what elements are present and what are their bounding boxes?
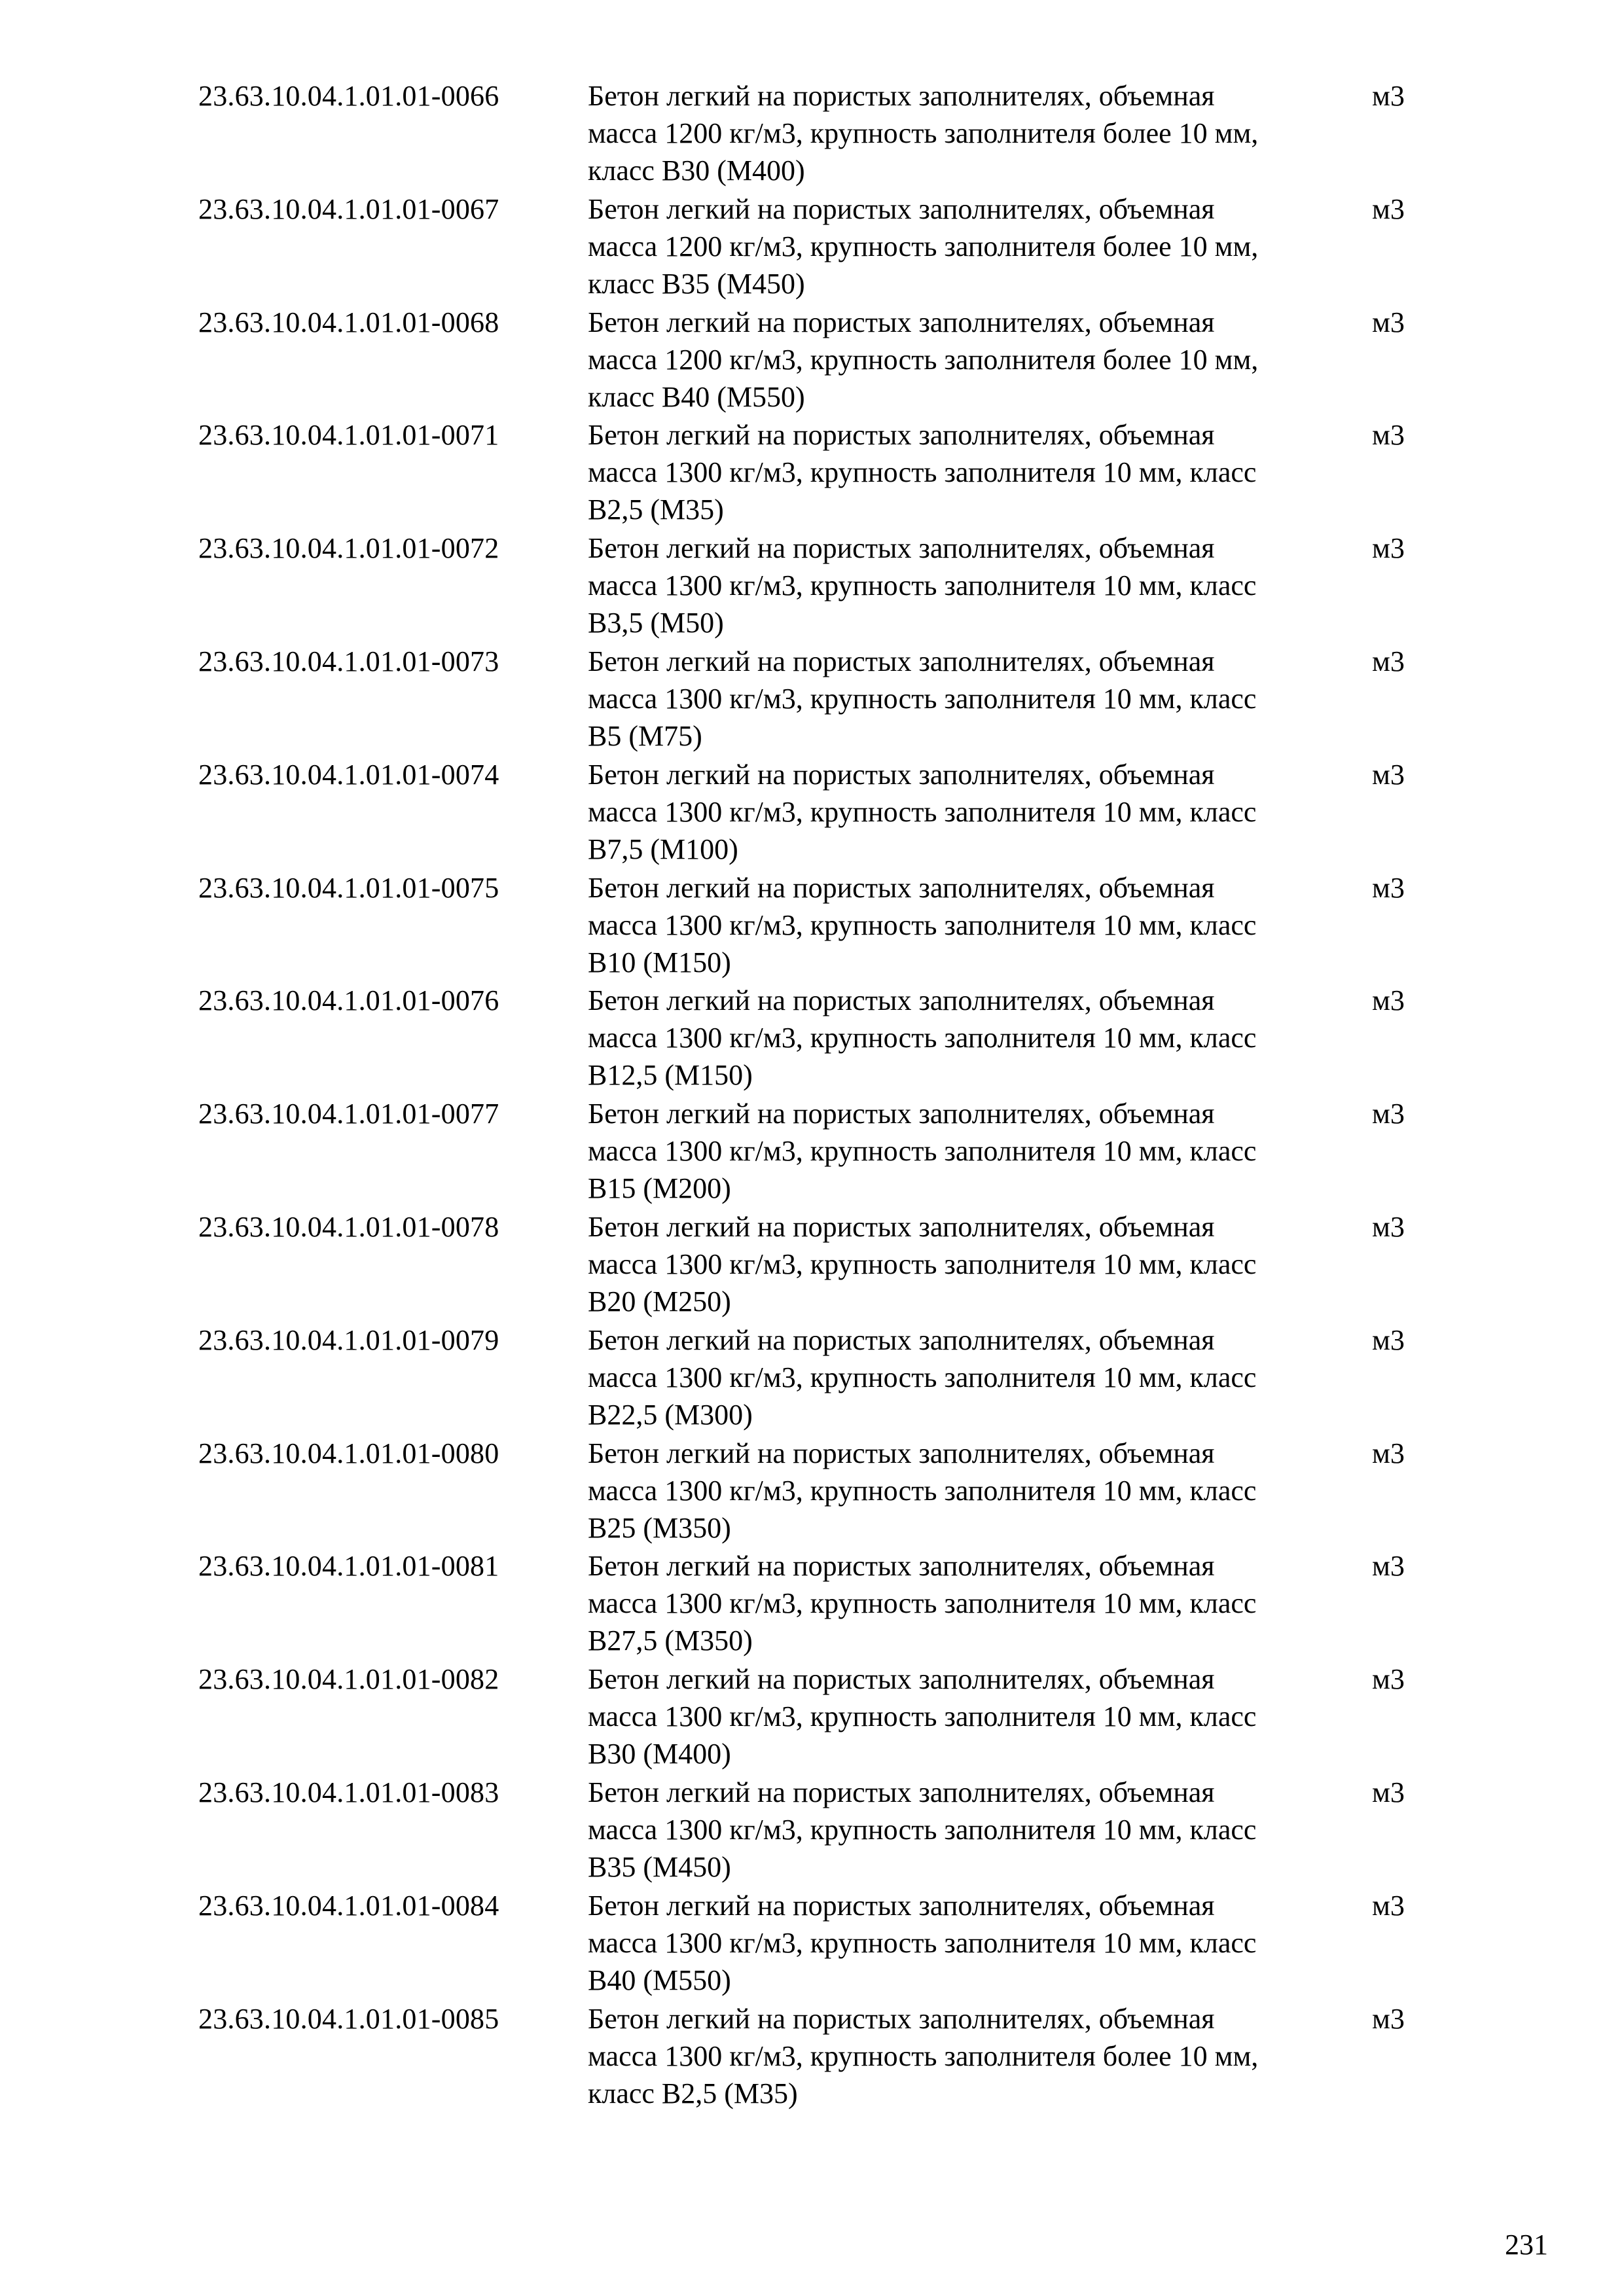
resource-description (588, 982, 1257, 1094)
description-line: Бетон легкий на пористых заполнителях, объемная (588, 1437, 1215, 1469)
description-line: В12,5 (М150) (588, 1059, 753, 1092)
description-line: масса 1200 кг/м3, крупность заполнителя более 10 мм, (588, 230, 1259, 262)
resource-code: 23.63.10.04.1.01.01-0077 (198, 1098, 499, 1130)
description-line: Бетон легкий на пористых заполнителях, объемная (588, 1550, 1215, 1583)
resource-description (588, 1887, 1257, 1999)
resource-code: 23.63.10.04.1.01.01-0079 (198, 1323, 499, 1356)
resource-code: 23.63.10.04.1.01.01-0083 (198, 1776, 499, 1808)
description-line: В27,5 (М350) (588, 1624, 753, 1657)
resource-code: 23.63.10.04.1.01.01-0074 (198, 758, 499, 791)
unit-of-measure: м3 (1372, 80, 1405, 112)
unit-of-measure: м3 (1372, 1889, 1405, 1922)
resource-code: 23.63.10.04.1.01.01-0073 (198, 645, 499, 677)
resource-code: 23.63.10.04.1.01.01-0075 (198, 871, 499, 904)
description-line: Бетон легкий на пористых заполнителях, объемная (588, 1663, 1215, 1696)
description-line: масса 1300 кг/м3, крупность заполнителя 10 мм, класс (588, 1022, 1257, 1054)
resource-description (588, 416, 1257, 528)
description-line: масса 1300 кг/м3, крупность заполнителя 10 мм, класс (588, 1587, 1257, 1620)
catalog-row (198, 982, 1442, 1095)
resource-code: 23.63.10.04.1.01.01-0081 (198, 1550, 499, 1583)
description-line: масса 1300 кг/м3, крупность заполнителя 10 мм, класс (588, 1361, 1257, 1393)
catalog-row (198, 529, 1442, 643)
resource-code: 23.63.10.04.1.01.01-0071 (198, 419, 499, 452)
resource-description (588, 1095, 1257, 1207)
description-line: класс В2,5 (М35) (588, 2077, 798, 2109)
description-line: класс В35 (М450) (588, 267, 805, 300)
description-line: масса 1300 кг/м3, крупность заполнителя 10 мм, класс (588, 1813, 1257, 1846)
resource-code: 23.63.10.04.1.01.01-0082 (198, 1663, 499, 1696)
unit-of-measure: м3 (1372, 306, 1405, 338)
resource-code: 23.63.10.04.1.01.01-0072 (198, 532, 499, 565)
description-line: Бетон легкий на пористых заполнителях, объемная (588, 419, 1215, 452)
unit-of-measure: м3 (1372, 192, 1405, 225)
resource-catalog (198, 77, 1442, 2113)
resource-description (588, 869, 1257, 981)
description-line: класс В30 (М400) (588, 154, 805, 187)
description-line: масса 1200 кг/м3, крупность заполнителя более 10 мм, (588, 343, 1259, 376)
description-line: В7,5 (М100) (588, 833, 738, 865)
description-line: В10 (М150) (588, 946, 731, 978)
description-line: В22,5 (М300) (588, 1398, 753, 1431)
resource-description (588, 1774, 1257, 1886)
description-line: масса 1300 кг/м3, крупность заполнителя 10 мм, класс (588, 1247, 1257, 1280)
catalog-row (198, 190, 1442, 304)
catalog-row (198, 1435, 1442, 1548)
catalog-row (198, 869, 1442, 982)
description-line: В5 (М75) (588, 719, 702, 752)
resource-code: 23.63.10.04.1.01.01-0066 (198, 80, 499, 112)
description-line: Бетон легкий на пористых заполнителях, объемная (588, 758, 1215, 791)
catalog-row (198, 756, 1442, 869)
description-line: масса 1300 кг/м3, крупность заполнителя более 10 мм, (588, 2039, 1259, 2072)
description-line: масса 1300 кг/м3, крупность заполнителя 10 мм, класс (588, 1474, 1257, 1507)
catalog-row (198, 2000, 1442, 2113)
resource-code: 23.63.10.04.1.01.01-0076 (198, 984, 499, 1017)
description-line: В25 (М350) (588, 1511, 731, 1544)
unit-of-measure: м3 (1372, 419, 1405, 452)
unit-of-measure: м3 (1372, 1550, 1405, 1583)
unit-of-measure: м3 (1372, 1210, 1405, 1243)
unit-of-measure: м3 (1372, 1437, 1405, 1469)
description-line: масса 1300 кг/м3, крупность заполнителя 10 мм, класс (588, 682, 1257, 715)
unit-of-measure: м3 (1372, 1663, 1405, 1696)
catalog-row (198, 304, 1442, 417)
catalog-row (198, 1321, 1442, 1435)
resource-description (588, 756, 1257, 868)
description-line: Бетон легкий на пористых заполнителях, объемная (588, 2002, 1215, 2035)
description-line: Бетон легкий на пористых заполнителях, объемная (588, 1098, 1215, 1130)
unit-of-measure: м3 (1372, 645, 1405, 677)
description-line: Бетон легкий на пористых заполнителях, объемная (588, 532, 1215, 565)
catalog-row (198, 77, 1442, 190)
unit-of-measure: м3 (1372, 1098, 1405, 1130)
resource-code: 23.63.10.04.1.01.01-0078 (198, 1210, 499, 1243)
resource-description (588, 1321, 1257, 1433)
description-line: В15 (М200) (588, 1172, 731, 1205)
resource-description (588, 77, 1259, 189)
unit-of-measure: м3 (1372, 1323, 1405, 1356)
catalog-row (198, 1095, 1442, 1208)
description-line: масса 1300 кг/м3, крупность заполнителя 10 мм, класс (588, 569, 1257, 602)
catalog-row (198, 1208, 1442, 1321)
description-line: В2,5 (М35) (588, 493, 724, 526)
unit-of-measure: м3 (1372, 1776, 1405, 1808)
unit-of-measure: м3 (1372, 871, 1405, 904)
description-line: В20 (М250) (588, 1285, 731, 1318)
resource-description (588, 190, 1259, 302)
unit-of-measure: м3 (1372, 758, 1405, 791)
description-line: Бетон легкий на пористых заполнителях, объемная (588, 192, 1215, 225)
description-line: Бетон легкий на пористых заполнителях, объемная (588, 1323, 1215, 1356)
description-line: Бетон легкий на пористых заполнителях, объемная (588, 306, 1215, 338)
resource-code: 23.63.10.04.1.01.01-0068 (198, 306, 499, 338)
resource-description (588, 1547, 1257, 1659)
catalog-row (198, 1887, 1442, 2000)
catalog-row (198, 643, 1442, 756)
unit-of-measure: м3 (1372, 532, 1405, 565)
page-number: 231 (1505, 2229, 1548, 2261)
description-line: Бетон легкий на пористых заполнителях, объемная (588, 984, 1215, 1017)
catalog-row (198, 1660, 1442, 1774)
resource-description (588, 1435, 1257, 1547)
description-line: Бетон легкий на пористых заполнителях, объемная (588, 80, 1215, 112)
description-line: Бетон легкий на пористых заполнителях, объемная (588, 1776, 1215, 1808)
description-line: масса 1300 кг/м3, крупность заполнителя 10 мм, класс (588, 1926, 1257, 1959)
description-line: масса 1300 кг/м3, крупность заполнителя 10 мм, класс (588, 1135, 1257, 1168)
description-line: Бетон легкий на пористых заполнителях, объемная (588, 1889, 1215, 1922)
description-line: В40 (М550) (588, 1964, 731, 1996)
resource-code: 23.63.10.04.1.01.01-0085 (198, 2002, 499, 2035)
description-line: В3,5 (М50) (588, 607, 724, 639)
description-line: класс В40 (М550) (588, 380, 805, 413)
description-line: Бетон легкий на пористых заполнителях, объемная (588, 871, 1215, 904)
description-line: масса 1300 кг/м3, крупность заполнителя 10 мм, класс (588, 908, 1257, 941)
resource-description (588, 1208, 1257, 1320)
resource-description (588, 304, 1259, 416)
resource-description (588, 2000, 1259, 2112)
description-line: масса 1300 кг/м3, крупность заполнителя 10 мм, класс (588, 1700, 1257, 1733)
resource-description (588, 643, 1257, 755)
description-line: В35 (М450) (588, 1850, 731, 1883)
resource-code: 23.63.10.04.1.01.01-0067 (198, 192, 499, 225)
description-line: В30 (М400) (588, 1738, 731, 1770)
resource-code: 23.63.10.04.1.01.01-0080 (198, 1437, 499, 1469)
catalog-row (198, 1547, 1442, 1660)
description-line: масса 1300 кг/м3, крупность заполнителя 10 мм, класс (588, 795, 1257, 828)
unit-of-measure: м3 (1372, 984, 1405, 1017)
unit-of-measure: м3 (1372, 2002, 1405, 2035)
catalog-row (198, 1774, 1442, 1887)
resource-description (588, 529, 1257, 641)
resource-description (588, 1660, 1257, 1772)
catalog-row (198, 416, 1442, 529)
description-line: Бетон легкий на пористых заполнителях, объемная (588, 1210, 1215, 1243)
description-line: Бетон легкий на пористых заполнителях, объемная (588, 645, 1215, 677)
resource-code: 23.63.10.04.1.01.01-0084 (198, 1889, 499, 1922)
description-line: масса 1300 кг/м3, крупность заполнителя 10 мм, класс (588, 456, 1257, 489)
description-line: масса 1200 кг/м3, крупность заполнителя более 10 мм, (588, 117, 1259, 149)
